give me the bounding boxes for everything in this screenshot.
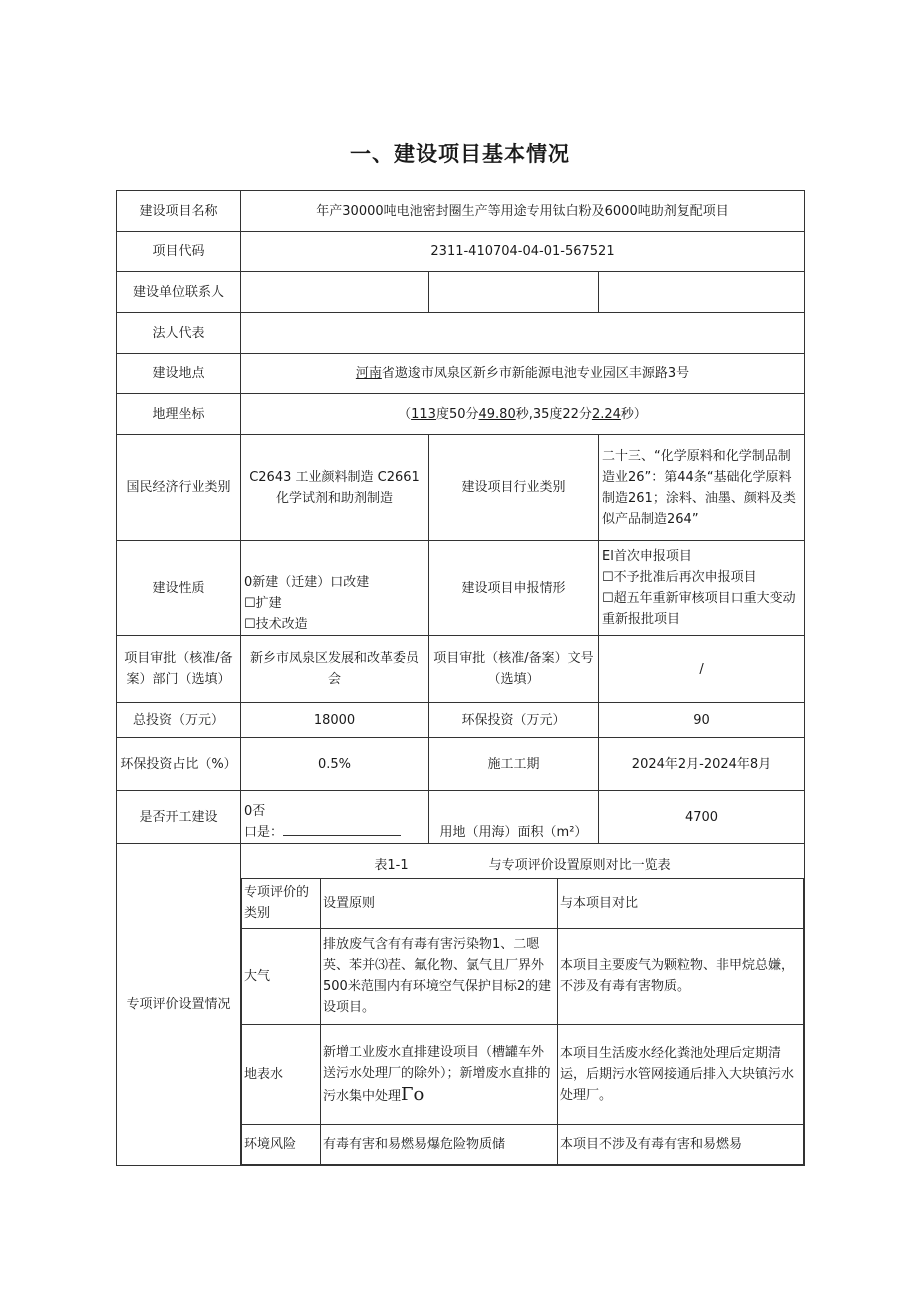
special-row-surface-water xyxy=(242,1024,804,1124)
value-project-code: 2311-410704-04-01-567521 xyxy=(241,232,805,272)
category-env-risk: 环境风险 xyxy=(242,1124,321,1164)
principle-air: 排放废气含有有毒有害污染物1、二嗯英、苯并⑶茬、氟化物、氯气且厂界外500米范围内有环境空气保护目标2的建设项目。 xyxy=(321,928,558,1024)
row-industry xyxy=(117,435,805,541)
caption-number: 表1-1 xyxy=(374,857,409,873)
row-approval xyxy=(117,636,805,703)
principle-surface-water-text: 新增工业废水直排建设项目（槽罐车外送污水处理厂的除外）；新增废水直排的污水集中处理 xyxy=(323,1044,551,1104)
row-contact xyxy=(117,272,805,313)
value-env-ratio: 0.5% xyxy=(241,738,429,791)
nature-option-new: 0新建（迁建）口改建 xyxy=(244,575,370,590)
value-report-type xyxy=(599,541,805,636)
category-surface-water: 地表水 xyxy=(242,1024,321,1124)
special-evaluation-table xyxy=(241,844,804,1165)
nature-option-expand: ☐扩建 xyxy=(244,596,282,611)
started-option-yes xyxy=(244,822,425,843)
label-coords: 地理坐标 xyxy=(117,394,241,435)
header-comparison: 与本项目对比 xyxy=(558,878,804,928)
special-caption-row xyxy=(242,844,804,878)
coords-lon-deg: 113 xyxy=(411,406,436,422)
label-land-area: 用地（用海）面积（m²） xyxy=(429,791,599,844)
value-contact-3 xyxy=(599,272,805,313)
principle-surface-water-tail: Γo xyxy=(401,1083,425,1105)
started-option-no: 0否 xyxy=(244,804,266,819)
value-env-investment: 90 xyxy=(599,703,805,738)
principle-env-risk: 有毒有害和易燃易爆危险物质储 xyxy=(321,1124,558,1164)
label-nature: 建设性质 xyxy=(117,541,241,636)
row-coords xyxy=(117,394,805,435)
label-project-name: 建设项目名称 xyxy=(117,191,241,232)
category-air: 大气 xyxy=(242,928,321,1024)
row-project-code xyxy=(117,232,805,272)
value-contact-2 xyxy=(429,272,599,313)
value-land-area: 4700 xyxy=(599,791,805,844)
row-project-name xyxy=(117,191,805,232)
label-industry-type: 建设项目行业类别 xyxy=(429,435,599,541)
value-contact-1 xyxy=(241,272,429,313)
value-started xyxy=(241,791,429,844)
comparison-env-risk: 本项目不涉及有毒有害和易燃易 xyxy=(558,1124,804,1164)
value-nature xyxy=(241,541,429,636)
report-option-review: ☐超五年重新审核项目口重大变动重新报批项目 xyxy=(602,591,796,627)
value-approval-dept: 新乡市凤泉区发展和改革委员会 xyxy=(241,636,429,703)
report-option-again: ☐不予批准后再次申报项目 xyxy=(602,570,757,585)
label-industry: 国民经济行业类别 xyxy=(117,435,241,541)
page-title: 一、建设项目基本情况 xyxy=(350,142,570,166)
row-ratio xyxy=(117,738,805,791)
caption-text: 与专项评价设置原则对比一览表 xyxy=(488,857,671,873)
row-investment xyxy=(117,703,805,738)
row-location xyxy=(117,354,805,394)
label-contact: 建设单位联系人 xyxy=(117,272,241,313)
coords-lon-sec: 49.80 xyxy=(478,406,516,422)
comparison-surface-water: 本项目生活废水经化粪池处理后定期清运，后期污水管网接通后排入大块镇污水处理厂。 xyxy=(558,1024,804,1124)
row-special-evaluation xyxy=(117,844,805,1166)
special-row-air xyxy=(242,928,804,1024)
project-info-table xyxy=(116,190,805,1166)
label-legal-rep: 法人代表 xyxy=(117,313,241,354)
coords-lat-sec: 2.24 xyxy=(591,406,621,422)
label-env-ratio: 环保投资占比（%） xyxy=(117,738,241,791)
coords-part: （ xyxy=(398,406,412,422)
coords-part: 秒,35度22分 xyxy=(515,406,592,422)
started-option-yes-label: 口是： xyxy=(244,825,284,840)
label-location: 建设地点 xyxy=(117,354,241,394)
started-blank-line xyxy=(283,823,401,836)
label-env-investment: 环保投资（万元） xyxy=(429,703,599,738)
location-rest: 省遨逡市凤泉区新乡市新能源电池专业园区丰源路3号 xyxy=(381,366,690,381)
value-coords xyxy=(241,394,805,435)
header-principle: 设置原则 xyxy=(321,878,558,928)
value-investment: 18000 xyxy=(241,703,429,738)
comparison-air: 本项目主要废气为颗粒物、非甲烷总嫌，不涉及有毒有害物质。 xyxy=(558,928,804,1024)
header-category: 专项评价的类别 xyxy=(242,878,321,928)
value-schedule: 2024年2月-2024年8月 xyxy=(599,738,805,791)
special-caption xyxy=(242,844,804,878)
value-project-name: 年产30000吨电池密封圈生产等用途专用钛白粉及6000吨助剂复配项目 xyxy=(241,191,805,232)
label-started: 是否开工建设 xyxy=(117,791,241,844)
coords-part: 度50分 xyxy=(435,406,479,422)
principle-surface-water xyxy=(321,1024,558,1124)
special-header-row xyxy=(242,878,804,928)
label-approval-no: 项目审批（核准/备案）文号（选填） xyxy=(429,636,599,703)
nature-option-tech: ☐技术改造 xyxy=(244,617,308,632)
report-option-first: El首次申报项目 xyxy=(602,549,692,564)
label-special-evaluation: 专项评价设置情况 xyxy=(117,844,241,1166)
coords-part: 秒） xyxy=(620,406,647,422)
label-approval-dept: 项目审批（核准/备案）部门（选填） xyxy=(117,636,241,703)
value-industry: C2643 工业颜料制造 C2661 化学试剂和助剂制造 xyxy=(241,435,429,541)
special-evaluation-cell xyxy=(241,844,805,1166)
label-project-code: 项目代码 xyxy=(117,232,241,272)
value-legal-rep xyxy=(241,313,805,354)
row-started xyxy=(117,791,805,844)
row-legal-rep xyxy=(117,313,805,354)
location-province: 河南 xyxy=(355,366,382,381)
value-location xyxy=(241,354,805,394)
label-report-type: 建设项目申报情形 xyxy=(429,541,599,636)
label-investment: 总投资（万元） xyxy=(117,703,241,738)
label-schedule: 施工工期 xyxy=(429,738,599,791)
value-industry-type: 二十三、“化学原料和化学制品制造业26”：第44条“基础化学原料制造261；涂料、油墨、颜料及类似产品制造264” xyxy=(599,435,805,541)
row-nature xyxy=(117,541,805,636)
special-row-env-risk xyxy=(242,1124,804,1164)
value-approval-no: / xyxy=(599,636,805,703)
